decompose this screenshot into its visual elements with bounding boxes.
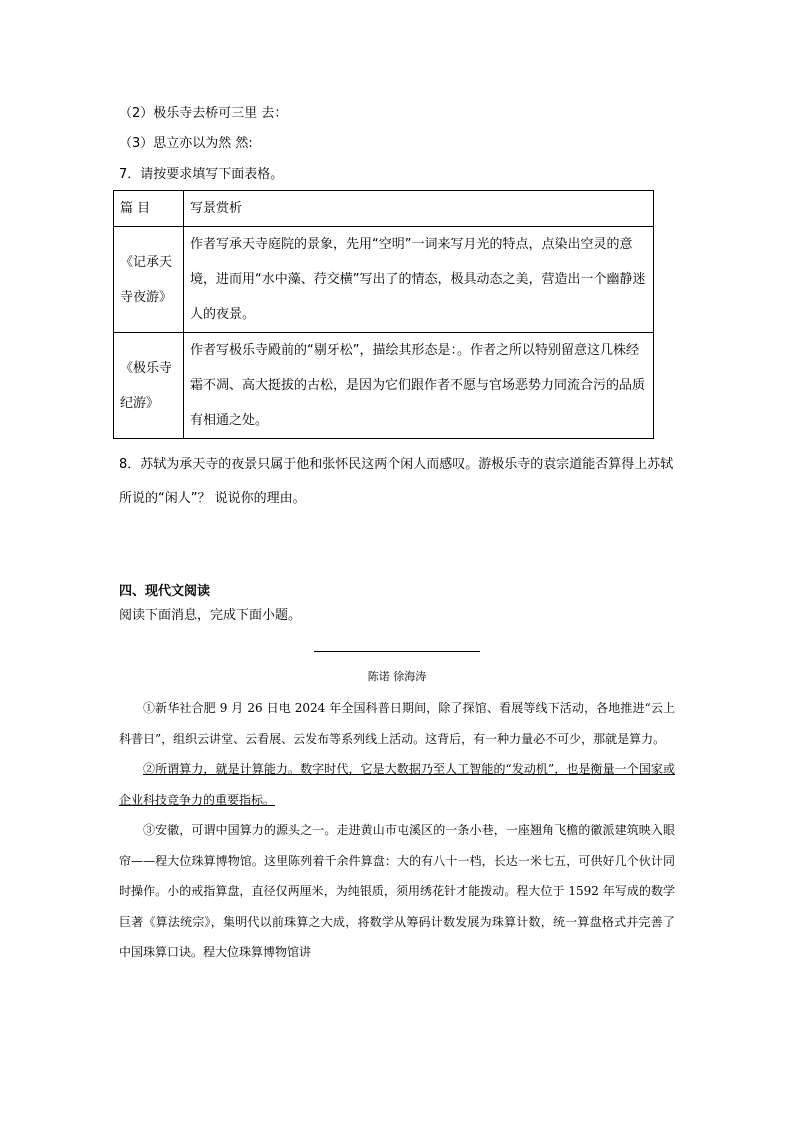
scenery-analysis-table [113, 190, 654, 439]
question-6-3: （3）思立亦以为然 然: [119, 136, 253, 151]
question-8: 8．苏轼为承天寺的夜景只属于他和张怀民这两个闲人而感叹。游极乐寺的袁宗道能否算得上苏轼所说的“闲人”？ 说说你的理由。 [119, 457, 674, 506]
section-instruction: 阅读下面消息，完成下面小题。 [119, 608, 302, 623]
article-byline: 陈诺 徐海涛 [367, 670, 427, 683]
row-title-cell: 《极乐寺纪游》 [114, 333, 184, 439]
article-paragraph-3: ③安徽，可谓中国算力的源头之一。走进黄山市屯溪区的一条小巷，一座翘角飞檐的徽派建筑映入眼帘——程大位珠算博物馆。这里陈列着千余件算盘：大的有八十一档，长达一米七五，可供好几个伙计同时操作。小的戒指算盘，直径仅两厘米，为纯银质，须用绣花针才能拨动。程大位于 1592 年写成的数学巨著《算法统宗》，集明代以前珠算之大成，将数学从筹码计数发展为珠算计数，统一算盘格式并完善了中国珠算口诀。程大位珠算博物馆讲 [119, 823, 675, 959]
row-title-cell: 《记承天寺夜游》 [114, 227, 184, 333]
table-header-row [114, 191, 654, 227]
article-paragraph-1: ①新华社合肥 9 月 26 日电 2024 年全国科普日期间，除了探馆、看展等线下活动，各地推进“云上科普日”，组织云讲堂、云看展、云发布等系列线上活动。这背后，有一种力量必不可少，那就是算力。 [119, 701, 675, 746]
row-analysis-cell: 作者写极乐寺殿前的“剔牙松”，描绘其形态是：。作者之所以特别留意这几株经霜不凋、高大挺拔的古松，是因为它们跟作者不愿与官场恶势力同流合污的品质有相通之处。 [184, 333, 654, 439]
section-heading: 四、现代文阅读 [119, 584, 211, 599]
table-row [114, 227, 654, 333]
title-blank-line [314, 651, 480, 652]
article-body [119, 693, 675, 968]
header-title-cell: 篇 目 [114, 191, 184, 227]
article-paragraph-2: ②所谓算力，就是计算能力。数字时代，它是大数据乃至人工智能的“发动机”，也是衡量一个国家或企业科技竞争力的重要指标。 [119, 762, 675, 807]
table-row [114, 333, 654, 439]
header-analysis-cell: 写景赏析 [184, 191, 654, 227]
row-analysis-cell: 作者写承天寺庭院的景象，先用“空明”一词来写月光的特点，点染出空灵的意境，进而用“水中藻、荇交横”写出了的情态，极具动态之美，营造出一个幽静迷人的夜景。 [184, 227, 654, 333]
question-6-2: （2）极乐寺去桥可三里 去： [119, 106, 288, 121]
question-7: 7．请按要求填写下面表格。 [119, 167, 284, 182]
